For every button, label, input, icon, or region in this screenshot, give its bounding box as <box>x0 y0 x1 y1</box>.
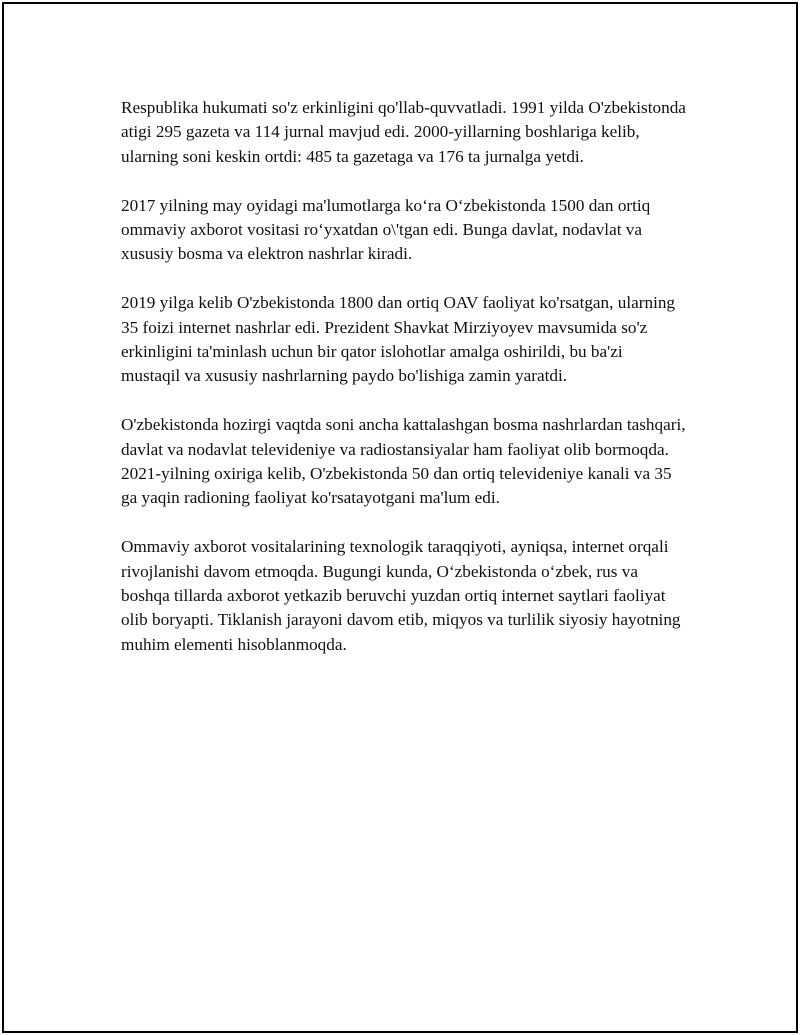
page-frame <box>2 2 798 1033</box>
document-body <box>121 96 686 682</box>
paragraph-1: Respublika hukumati so'z erkinligini qo'llab-quvvatladi. 1991 yilda O'zbekistonda atigi 295 gazeta va 114 jurnal mavjud edi. 2000-yillarning boshlariga kelib, ularning soni keskin ortdi: 485 ta gazetaga va 176 ta jurnalga yetdi. <box>121 98 686 166</box>
paragraph-2: 2017 yilning may oyidagi ma'lumotlarga koʻra Oʻzbekistonda 1500 dan ortiq ommaviy axborot vositasi roʻyxatdan o\'tgan edi. Bunga davlat, nodavlat va xususiy bosma va elektron nashrlar kiradi. <box>121 195 651 264</box>
paragraph-5: Ommaviy axborot vositalarining texnologik taraqqiyoti, ayniqsa, internet orqali rivojlanishi davom etmoqda. Bugungi kunda, Oʻzbekistonda oʻzbek, rus va boshqa tillarda axborot yetkazib beruvchi yuzdan ortiq internet saytlari faoliyat olib boryapti. Tiklanish jarayoni davom etib, miqyos va turlilik siyosiy hayotning muhim elementi hisoblanmoqda. <box>121 537 681 654</box>
paragraph-3: 2019 yilga kelib O'zbekistonda 1800 dan ortiq OAV faoliyat ko'rsatgan, ularning 35 foizi internet nashrlar edi. Prezident Shavkat Mirziyoyev mavsumida so'z erkinligini ta'minlash uchun bir qator islohotlar amalga oshirildi, bu ba'zi mustaqil va xususiy nashrlarning paydo bo'lishiga zamin yaratdi. <box>121 293 676 386</box>
paragraph-4: O'zbekistonda hozirgi vaqtda soni ancha kattalashgan bosma nashrlardan tashqari, davlat va nodavlat televideniye va radiostansiyalar ham faoliyat olib bormoqda. 2021-yilning oxiriga kelib, O'zbekistonda 50 dan ortiq televideniye kanali va 35 ga yaqin radioning faoliyat ko'rsatayotgani ma'lum edi. <box>121 415 686 508</box>
